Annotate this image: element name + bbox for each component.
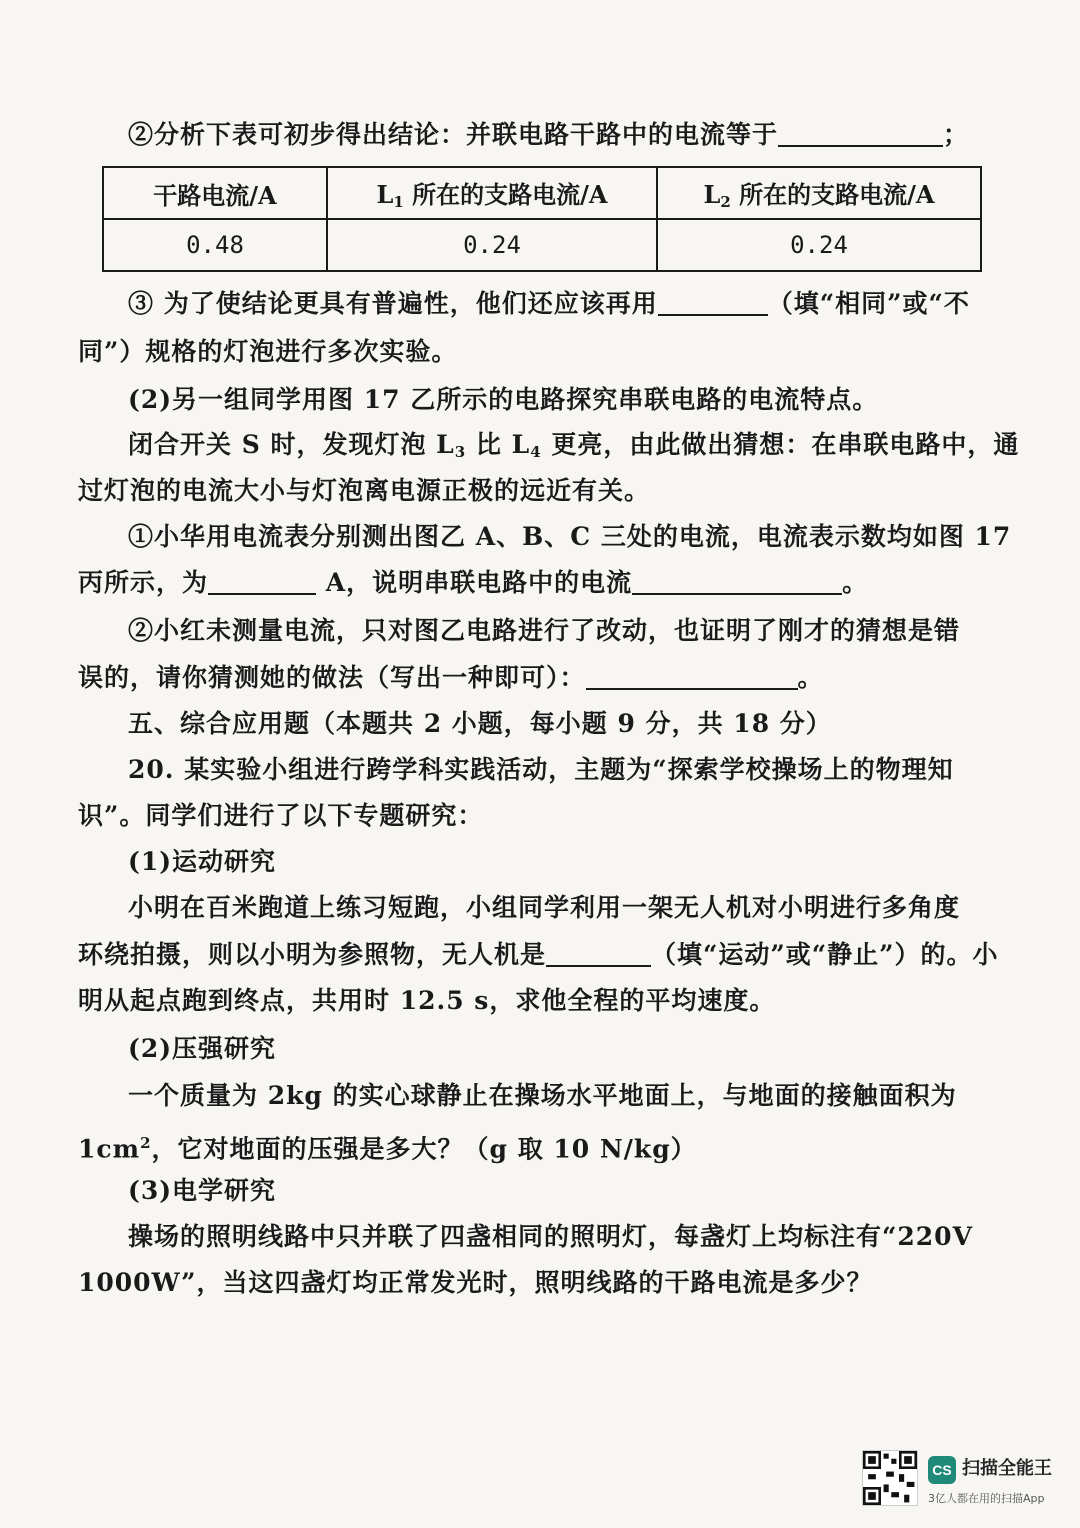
- text-line: 闭合开关 S 时，发现灯泡 $L_3$ 比 $L_4$ 更亮，由此做出猜想：在串联电路中，通: [128, 430, 1020, 461]
- text-line: 20. 某实验小组进行跨学科实践活动，主题为“探索学校操场上的物理知: [128, 755, 954, 784]
- text-line: ②小红未测量电流，只对图乙电路进行了改动，也证明了刚才的猜想是错: [128, 616, 961, 645]
- text-line: 操场的照明线路中只并联了四盏相同的照明灯，每盏灯上均标注有“220V: [128, 1222, 973, 1251]
- table-header-cell: $L_1$ 所在的支路电流/A: [327, 167, 657, 219]
- answer-blank[interactable]: [586, 662, 798, 690]
- answer-blank[interactable]: [778, 119, 943, 147]
- subsection-title: (3)电学研究: [128, 1176, 277, 1205]
- answer-blank[interactable]: [546, 939, 651, 967]
- text-line: 小明在百米跑道上练习短跑，小组同学利用一架无人机对小明进行多角度: [128, 893, 961, 922]
- text-line: 1000W”，当这四盏灯均正常发光时，照明线路的干路电流是多少？: [78, 1268, 873, 1297]
- answer-blank[interactable]: [208, 567, 316, 595]
- table-header-row: [103, 167, 981, 219]
- text-line: 同”）规格的灯泡进行多次实验。: [78, 337, 458, 366]
- answer-blank[interactable]: [632, 567, 842, 595]
- text-line: 明从起点跑到终点，共用时 12.5 s，求他全程的平均速度。: [78, 986, 776, 1015]
- q-line-generality: ③ 为了使结论更具有普遍性，他们还应该再用 （填“相同”或“不: [128, 289, 970, 318]
- watermark-subtitle: 3亿人都在用的扫描App: [928, 1492, 1045, 1505]
- camscanner-logo-icon: CS: [928, 1456, 956, 1484]
- subsection-title: (1)运动研究: [128, 847, 277, 876]
- q-line-motion: 环绕拍摄，则以小明为参照物，无人机是 （填“运动”或“静止”）的。小: [78, 940, 999, 969]
- table-header-cell: 干路电流/A: [103, 167, 327, 219]
- q-line-ammeter: 丙所示，为 A，说明串联电路中的电流 。: [78, 568, 869, 597]
- table-cell: 0.48: [103, 219, 327, 271]
- subsection-title: (2)压强研究: [128, 1034, 277, 1063]
- qr-code-icon: [862, 1450, 918, 1506]
- text-line: ①小华用电流表分别测出图乙 A、B、C 三处的电流，电流表示数均如图 17: [128, 522, 1012, 551]
- text-line: 一个质量为 2kg 的实心球静止在操场水平地面上，与地面的接触面积为: [128, 1081, 957, 1110]
- text-line: (2)另一组同学用图 17 乙所示的电路探究串联电路的电流特点。: [128, 385, 879, 414]
- table-row: [103, 219, 981, 271]
- current-table: [102, 166, 982, 272]
- answer-blank[interactable]: [658, 288, 768, 316]
- text-line: $1cm^2$，它对地面的压强是多大？（g 取 10 N/kg）: [78, 1134, 697, 1164]
- watermark-title: 扫描全能王: [962, 1458, 1052, 1479]
- text-line: 过灯泡的电流大小与灯泡离电源正极的远近有关。: [78, 476, 651, 505]
- scanner-watermark: [862, 1450, 1062, 1510]
- table-header-cell: $L_2$ 所在的支路电流/A: [657, 167, 981, 219]
- table-cell: 0.24: [327, 219, 657, 271]
- q-line-method: 误的，请你猜测她的做法（写出一种即可）： 。: [78, 663, 824, 692]
- table-cell: 0.24: [657, 219, 981, 271]
- text-line: 识”。同学们进行了以下专题研究：: [78, 801, 484, 830]
- section-title: 五、综合应用题（本题共 2 小题，每小题 9 分，共 18 分）: [128, 709, 832, 738]
- q-line-conclusion: ②分析下表可初步得出结论：并联电路干路中的电流等于 ；: [128, 120, 970, 149]
